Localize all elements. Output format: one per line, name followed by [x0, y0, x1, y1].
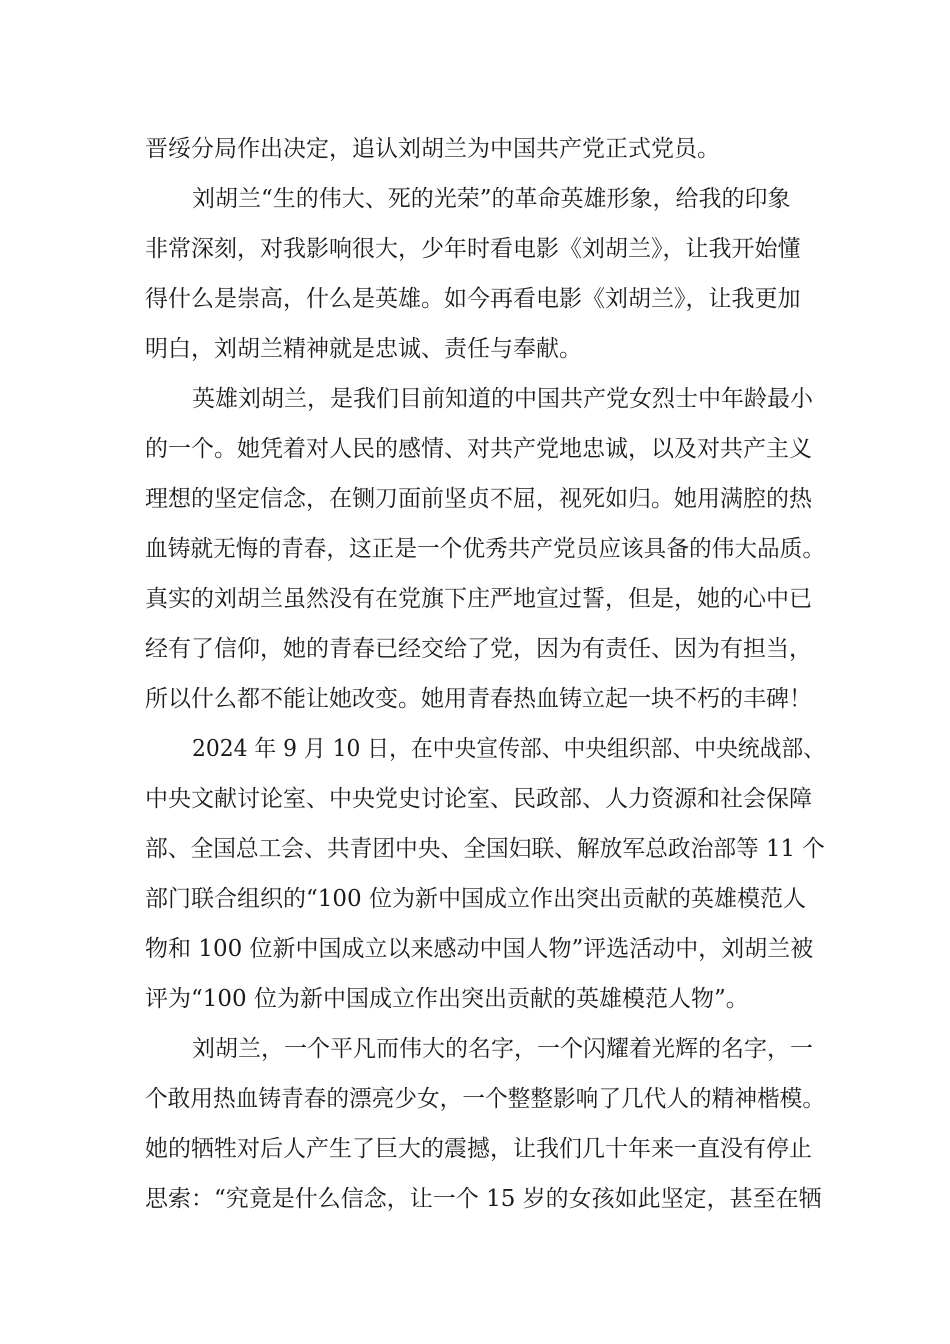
text-line: 晋绥分局作出决定，追认刘胡兰为中国共产党正式党员。 [145, 136, 720, 162]
text-line: 血铸就无悔的青春，这正是一个优秀共产党员应该具备的伟大品质。 [145, 536, 825, 562]
text-line: 英雄刘胡兰，是我们目前知道的中国共产党女烈士中年龄最小 [192, 386, 813, 412]
text-line: 物和 100 位新中国成立以来感动中国人物”评选活动中，刘胡兰被 [145, 936, 814, 962]
text-line: 部门联合组织的“100 位为新中国成立作出突出贡献的英雄模范人 [145, 886, 806, 912]
text-line: 所以什么都不能让她改变。她用青春热血铸立起一块不朽的丰碑！ [145, 686, 812, 712]
text-line: 2024 年 9 月 10 日，在中央宣传部、中央组织部、中央统战部、 [192, 736, 825, 762]
text-line: 非常深刻，对我影响很大，少年时看电影《刘胡兰》，让我开始懂 [145, 236, 801, 262]
text-line: 她的牺牲对后人产生了巨大的震撼，让我们几十年来一直没有停止 [145, 1136, 812, 1162]
text-line: 思索：“究竟是什么信念，让一个 15 岁的女孩如此坚定，甚至在牺 [145, 1186, 822, 1212]
text-line: 中央文献讨论室、中央党史讨论室、民政部、人力资源和社会保障 [145, 786, 812, 812]
text-line: 刘胡兰，一个平凡而伟大的名字，一个闪耀着光辉的名字，一 [192, 1036, 813, 1062]
text-line: 的一个。她凭着对人民的感情、对共产党地忠诚，以及对共产主义 [145, 436, 812, 462]
text-line: 得什么是崇高，什么是英雄。如今再看电影《刘胡兰》，让我更加 [145, 286, 801, 312]
text-line: 部、全国总工会、共青团中央、全国妇联、解放军总政治部等 11 个 [145, 836, 825, 862]
text-line: 评为“100 位为新中国成立作出突出贡献的英雄模范人物”。 [145, 986, 749, 1012]
text-line: 真实的刘胡兰虽然没有在党旗下庄严地宣过誓，但是，她的心中已 [145, 586, 812, 612]
text-line: 刘胡兰“生的伟大、死的光荣”的革命英雄形象，给我的印象 [192, 186, 791, 212]
text-line: 理想的坚定信念，在铡刀面前坚贞不屈，视死如归。她用满腔的热 [145, 486, 812, 512]
text-line: 个敢用热血铸青春的漂亮少女，一个整整影响了几代人的精神楷模。 [145, 1086, 825, 1112]
text-line: 明白，刘胡兰精神就是忠诚、责任与奉献。 [145, 336, 582, 362]
text-line: 经有了信仰，她的青春已经交给了党，因为有责任、因为有担当， [145, 636, 812, 662]
